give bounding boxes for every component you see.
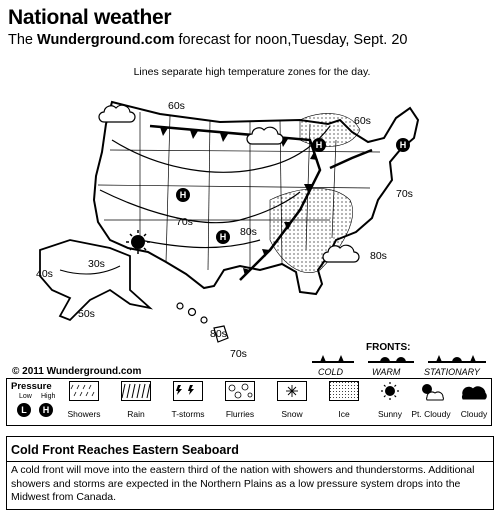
legend-label-flurries: Flurries (225, 409, 255, 419)
showers-swatch-icon (69, 381, 99, 401)
subtitle-rest: forecast for noon,Tuesday, Sept. 20 (174, 32, 408, 48)
pressure-high-label: High (41, 393, 56, 400)
partly-cloudy-icon (417, 381, 445, 401)
legend-panel (6, 378, 492, 426)
temp-label: 70s (230, 348, 247, 360)
pressure-low-label: Low (19, 393, 32, 400)
fronts-key-symbols (310, 352, 490, 366)
alaska-outline (40, 240, 150, 320)
temp-label: 40s (36, 268, 53, 280)
story-body: A cold front will move into the eastern third of the nation with showers and thunderstorms. Additional showers and storms are expected in the Northern Plains as a low pressure system drops into the Midwest from Canada. (11, 464, 475, 503)
temp-label: 60s (354, 115, 371, 127)
story-panel (6, 436, 494, 510)
stationary-front-symbol (428, 355, 486, 362)
legend-label-ice: Ice (338, 409, 350, 419)
front-name-warm: WARM (372, 367, 401, 377)
snow-swatch-icon (277, 381, 307, 401)
subtitle-prefix: The (8, 32, 38, 48)
temp-label: 80s (210, 328, 227, 340)
legend-label-tstorms: T-storms (171, 409, 205, 419)
fronts-title: FRONTS: (366, 342, 411, 353)
story-divider (7, 461, 493, 462)
temp-label: 70s (176, 216, 193, 228)
page-title: National weather (8, 6, 172, 29)
high-pressure-marker: H (176, 188, 190, 202)
pressure-title: Pressure (11, 381, 52, 392)
copyright: © 2011 Wunderground.com (12, 366, 142, 377)
high-pressure-marker: H (312, 138, 326, 152)
temp-label: 30s (88, 258, 105, 270)
map-caption: Lines separate high temperature zones for the day. (133, 66, 371, 78)
legend-label-rain: Rain (127, 409, 145, 419)
legend-label-partly-cloudy: Pt. Cloudy (411, 409, 451, 419)
subtitle-brand: Wunderground.com (37, 32, 175, 48)
high-pressure-marker: H (216, 230, 230, 244)
flurries-swatch-icon (225, 381, 255, 401)
high-pressure-icon: H (39, 403, 53, 417)
front-name-cold: COLD (318, 367, 344, 377)
ice-swatch-icon (329, 381, 359, 401)
temp-label: 50s (78, 308, 95, 320)
tstorms-swatch-icon (173, 381, 203, 401)
story-headline: Cold Front Reaches Eastern Seaboard (11, 443, 239, 457)
low-pressure-icon: L (17, 403, 31, 417)
rain-swatch-icon (121, 381, 151, 401)
legend-label-snow: Snow (281, 409, 303, 419)
temp-label: 70s (396, 188, 413, 200)
temp-label: 60s (168, 100, 185, 112)
cold-front-symbol (312, 355, 354, 362)
page-subtitle (8, 32, 407, 48)
legend-label-showers: Showers (67, 409, 101, 419)
cloudy-icon (459, 381, 489, 401)
temp-label: 80s (370, 250, 387, 262)
front-name-stationary: STATIONARY (424, 367, 480, 377)
legend-label-cloudy: Cloudy (460, 409, 488, 419)
legend-label-sunny: Sunny (377, 409, 403, 419)
warm-front-symbol (368, 357, 414, 362)
temp-label: 80s (240, 226, 257, 238)
high-pressure-marker: H (396, 138, 410, 152)
sunny-icon (377, 381, 403, 401)
